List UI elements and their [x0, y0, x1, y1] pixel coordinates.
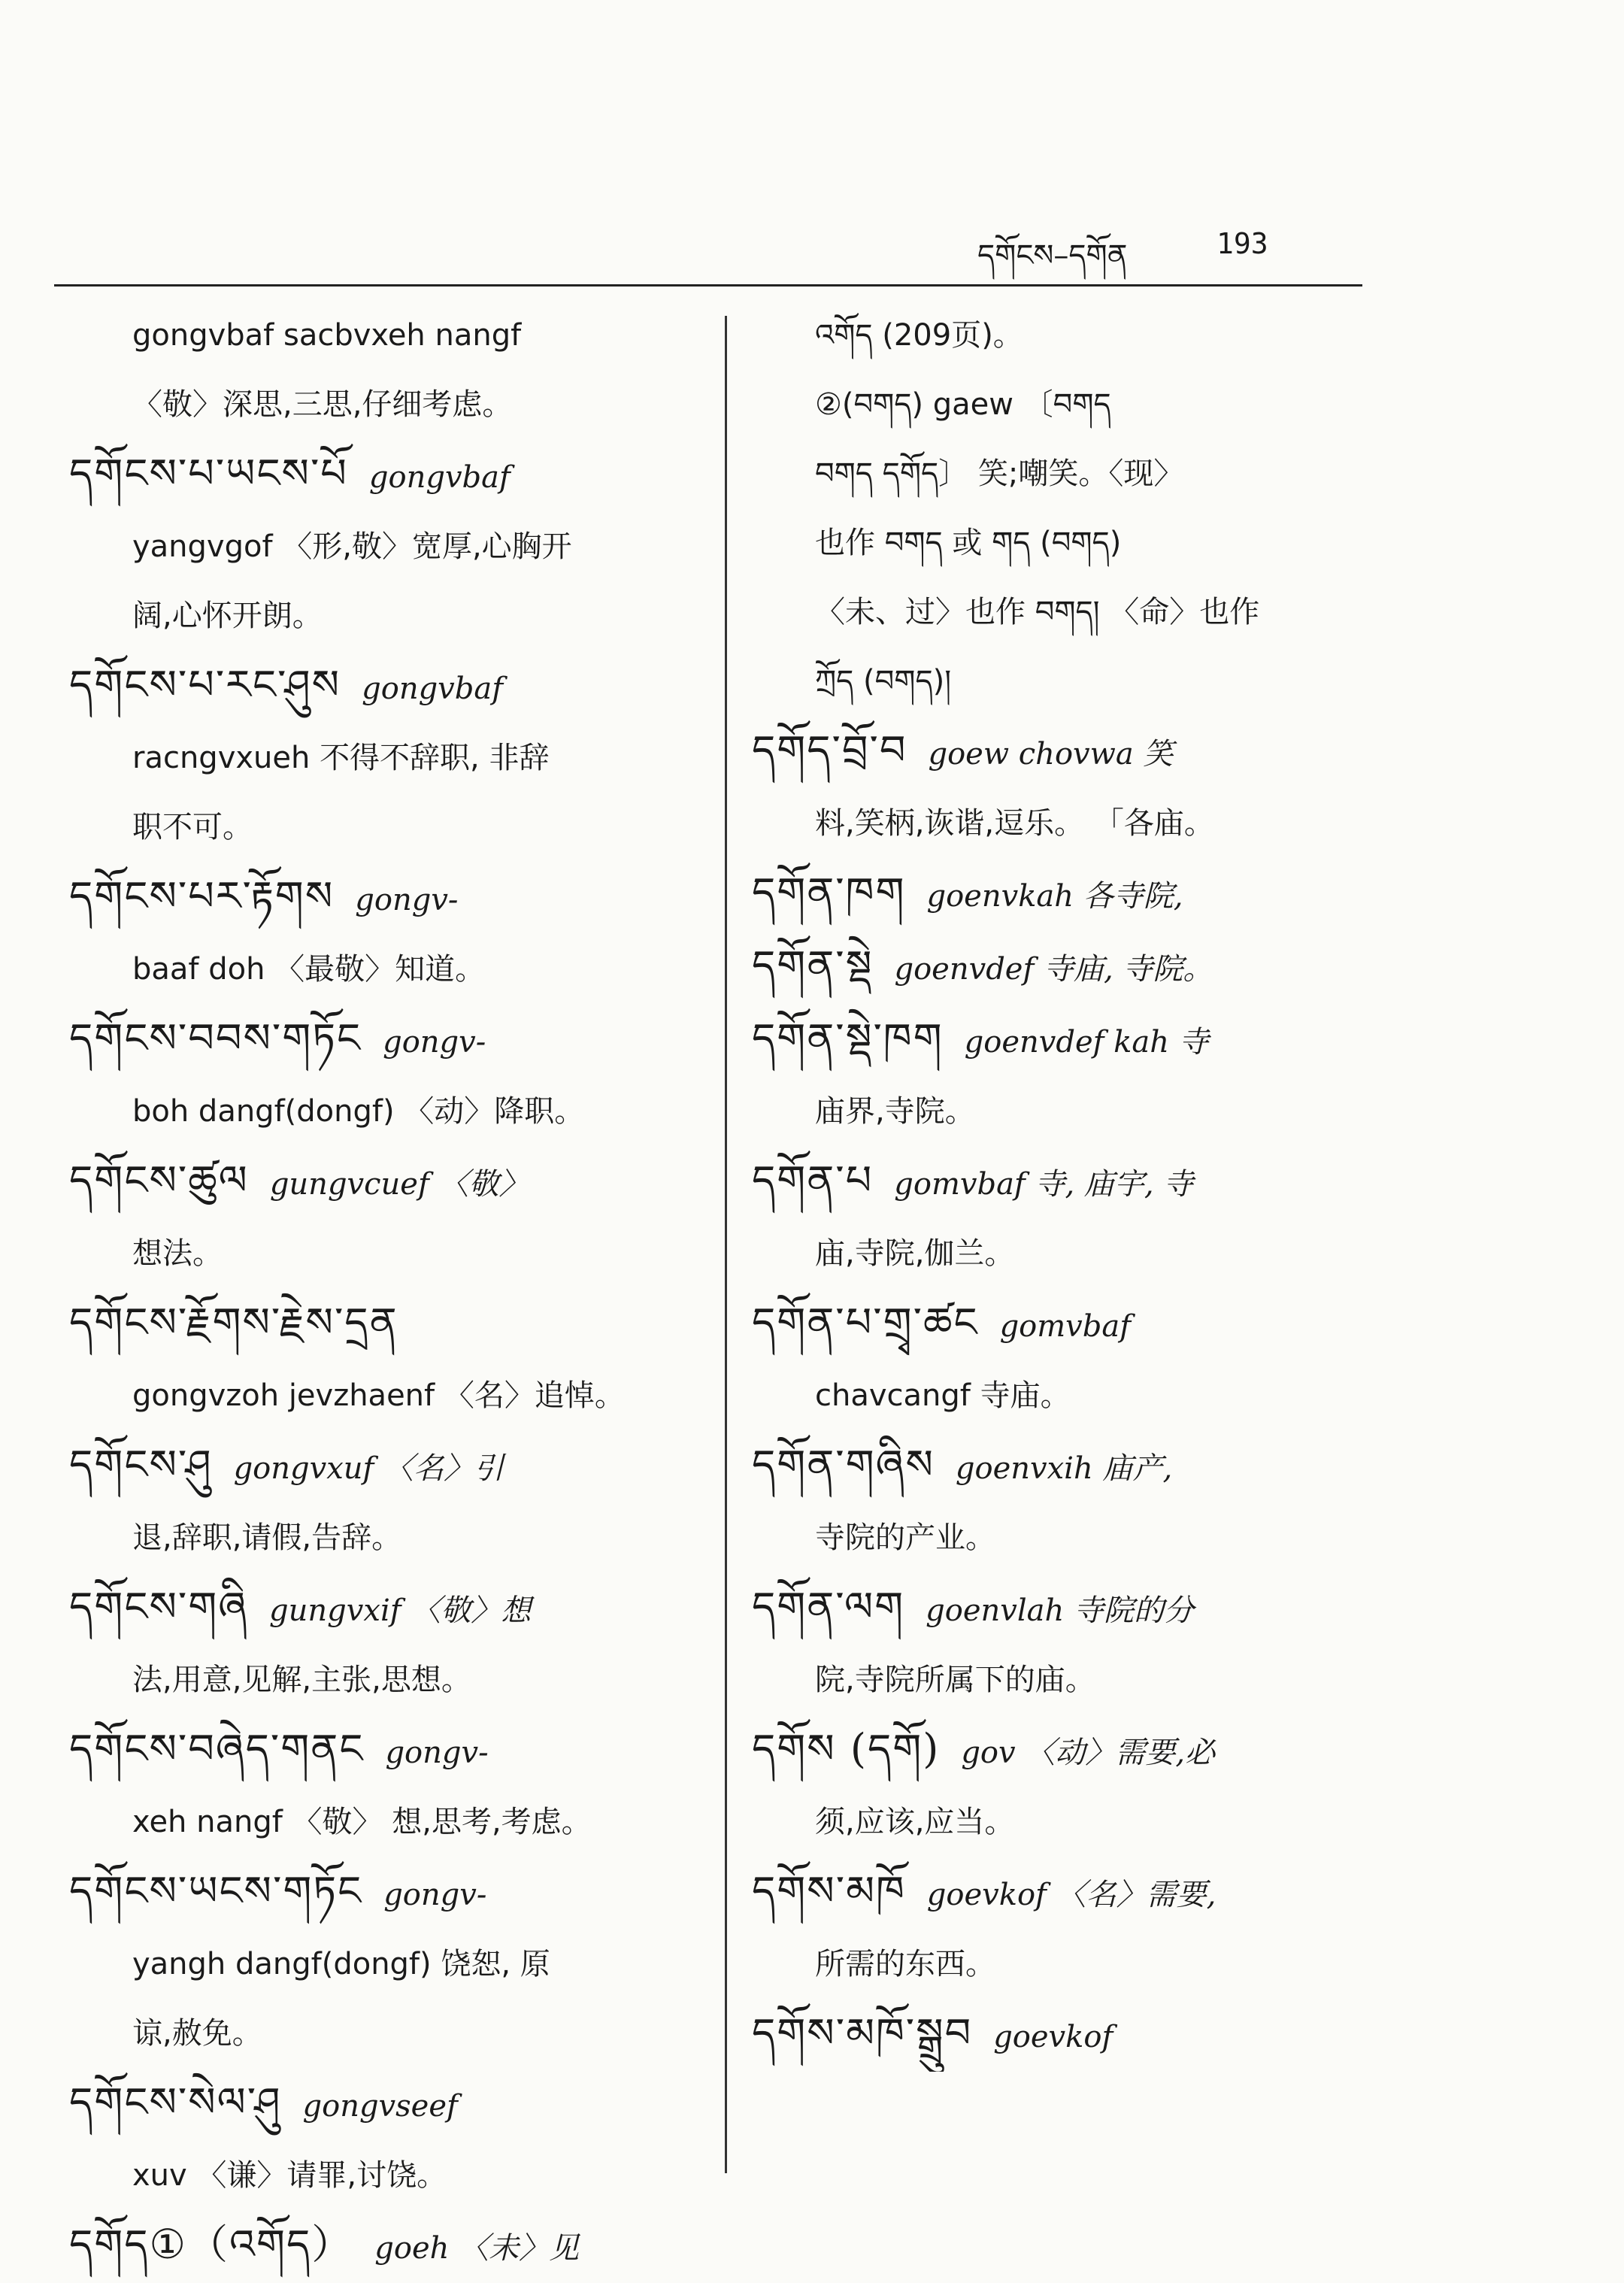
entry-headline [69, 1715, 708, 1787]
entry-definition-line: gongvzoh jevzhaenf 〈名〉追悼。 [132, 1378, 625, 1413]
entry-headword: དགོན་ཁག [752, 869, 906, 916]
entry-headword: དགོན་སྡེ [752, 941, 874, 989]
entry-definition-line: 所需的东西。 [815, 1947, 995, 1981]
right-column [752, 301, 1398, 2072]
entry-romanization: gomvbaf [999, 1309, 1132, 1344]
entry-headline [752, 1715, 1398, 1787]
entry-headline [69, 2068, 708, 2141]
entry-romanization: goew chovwa 笑 [928, 737, 1174, 772]
entry-headword: དགོས (དགོ) [752, 1725, 941, 1772]
entry-headline [69, 1004, 708, 1077]
entry-headword: དགོན་གཞིས [752, 1441, 935, 1488]
entry-headline [752, 1572, 1398, 1645]
dictionary-entry [69, 2210, 708, 2283]
entry-romanization: goevkof 〈名〉需要, [926, 1878, 1216, 1912]
entry-definition-line: baaf doh 〈最敬〉知道。 [132, 952, 486, 987]
entry-romanization: goeh 〈未〉见 [374, 2231, 580, 2266]
entry-headword: དགོས་མཁོ་སྒྲུབ [752, 2009, 973, 2057]
entry-romanization: goenvdef 寺庙, 寺院。 [894, 952, 1213, 987]
entry-definition-line: 法,用意,见解,主张,思想。 [132, 1663, 471, 1697]
entry-headword: དགོངས་པ་ཡངས་པོ [69, 450, 348, 497]
entry-headword: དགོངས་རྗོགས་རྗེས་དྲན [69, 1299, 398, 1346]
running-head-tibetan: དགོངས–དགོན [977, 238, 1128, 273]
entry-definition-line: 须,应该,应当。 [815, 1805, 1015, 1839]
entry-definition-line: xeh nangf 〈敬〉 想,思考,考虑。 [132, 1805, 592, 1839]
entry-definition-line: ཀྲོད (བགད)། [815, 664, 952, 699]
entry-headword: དགོངས་པར་རྟོགས [69, 872, 335, 920]
dictionary-entry [752, 1715, 1398, 1857]
entry-headword: དགོན་ལག [752, 1583, 905, 1630]
dictionary-entry [752, 301, 1398, 716]
entry-romanization: goenvlah 寺院的分 [926, 1593, 1195, 1628]
entry-headword: དགོན་པ [752, 1157, 874, 1204]
entry-definition-line: 退,辞职,请假,告辞。 [132, 1520, 402, 1555]
entry-headline [69, 1430, 708, 1503]
dictionary-entry [69, 1430, 708, 1572]
entry-definition-line: boh dangf(dongf) 〈动〉降职。 [132, 1094, 585, 1129]
entry-headword: དགོངས་སེལ་ཤུ [69, 2078, 282, 2126]
entry-headword: དགོས་མཁོ [752, 1867, 906, 1915]
page-number: 193 [1216, 227, 1268, 260]
entry-romanization: goenvxih 庙产, [955, 1451, 1173, 1486]
entry-definition-line: 院,寺院所属下的庙。 [815, 1663, 1095, 1697]
entry-headline [69, 2210, 708, 2283]
dictionary-entry [69, 1004, 708, 1146]
entry-definition-line: བགད དགོད〕 笑;嘲笑。〈现〉 [815, 456, 1184, 491]
entry-definition-line: 庙,寺院,伽兰。 [815, 1236, 1015, 1271]
entry-definition-line: 〈敬〉深思,三思,仔细考虑。 [132, 387, 513, 422]
entry-headline [69, 1146, 708, 1219]
entry-romanization: gongvbaf [362, 672, 504, 706]
dictionary-entry [752, 1430, 1398, 1572]
entry-headline [752, 1004, 1398, 1077]
entry-definition-line: 也作 བགད 或 གད (བགད) [815, 526, 1122, 560]
entry-headword: དགོན་སྡེ་ཁག [752, 1014, 944, 1062]
dictionary-entry [752, 1004, 1398, 1146]
entry-headword: དགོངས་ཚུལ [69, 1157, 249, 1204]
entry-romanization: gongv- [383, 1025, 486, 1060]
entry-romanization: gongvxuf 〈名〉引 [233, 1451, 504, 1486]
entry-headword: དགོངས་བཞེད་གནང [69, 1725, 365, 1772]
entry-headline [752, 1288, 1398, 1361]
entry-romanization: gov 〈动〉需要,必 [961, 1736, 1216, 1770]
entry-definition-line: yangvgof 〈形,敬〉宽厚,心胸开 [132, 529, 572, 564]
entry-romanization: goenvdef kah 寺 [964, 1025, 1209, 1060]
entry-headword: དགོན་པ་གྲྭ་ཚང [752, 1299, 979, 1346]
entry-romanization: gungvcuef 〈敬〉 [269, 1167, 529, 1202]
dictionary-entry [69, 2068, 708, 2210]
dictionary-entry [752, 858, 1398, 931]
entry-headline [752, 931, 1398, 1004]
dictionary-entry [69, 1146, 708, 1288]
entry-definition-line: 阔,心怀开朗。 [132, 599, 323, 633]
entry-definition-line: gongvbaf sacbvxeh nangf [132, 318, 522, 353]
entry-headline [69, 1572, 708, 1645]
entry-definition-line: 谅,赦免。 [132, 2016, 262, 2051]
entry-definition-line: racngvxueh 不得不辞职, 非辞 [132, 741, 550, 775]
left-column [69, 301, 708, 2283]
entry-definition-line: xuv 〈谦〉请罪,讨饶。 [132, 2158, 447, 2193]
dictionary-entry [69, 1857, 708, 2068]
dictionary-entry [752, 716, 1398, 858]
header-rule [54, 284, 1362, 287]
dictionary-entry [69, 1572, 708, 1715]
entry-definition-line: 庙界,寺院。 [815, 1094, 975, 1129]
dictionary-entry [752, 1146, 1398, 1288]
dictionary-entry [752, 1857, 1398, 1999]
entry-headline [752, 1999, 1398, 2072]
dictionary-entry [69, 301, 708, 439]
entry-romanization: gongvseef [302, 2089, 458, 2124]
entry-definition-line: འགོད (209页)。 [815, 318, 1023, 353]
entry-definition-line: 职不可。 [132, 810, 253, 844]
entry-headline [752, 716, 1398, 789]
column-divider [725, 316, 727, 2173]
entry-romanization: gongvbaf [368, 460, 511, 495]
entry-headline [752, 1857, 1398, 1930]
entry-headword: དགོངས་བབས་གཏོང [69, 1014, 362, 1062]
dictionary-entry [752, 1999, 1398, 2072]
entry-definition-line: ②(བགད) gaew 〔བགད [815, 387, 1111, 422]
entry-headword: དགོངས་ཤུ [69, 1441, 213, 1488]
entry-romanization: gongv- [355, 883, 459, 917]
entry-headword: དགོངས་པ་རང་ཤུས [69, 661, 341, 708]
entry-headword: དགོངས་ཡངས་གཏོང [69, 1867, 363, 1915]
entry-definition-line: 料,笑柄,诙谐,逗乐。 「各庙。 [815, 806, 1214, 841]
entry-romanization: gungvxif 〈敬〉想 [269, 1593, 532, 1628]
dictionary-entry [69, 1288, 708, 1430]
entry-definition-line: chavcangf 寺庙。 [815, 1378, 1071, 1413]
dictionary-entry [752, 1572, 1398, 1715]
entry-headline [752, 1430, 1398, 1503]
entry-definition-line: 想法。 [132, 1236, 223, 1271]
dictionary-entry [69, 650, 708, 862]
entry-definition-line: 〈未、过〉也作 བགད། 〈命〉也作 [815, 595, 1260, 629]
entry-headline [69, 862, 708, 935]
entry-headword: དགོད①（འགོད） [69, 2221, 354, 2268]
entry-headline [752, 1146, 1398, 1219]
entry-definition-line: yangh dangf(dongf) 饶恕, 原 [132, 1947, 550, 1981]
entry-romanization: gongv- [383, 1878, 487, 1912]
entry-romanization: goevkof [993, 2020, 1113, 2054]
entry-headline [69, 439, 708, 512]
dictionary-entry [752, 931, 1398, 1004]
entry-headline [69, 650, 708, 723]
entry-headword: དགོད་བྲོ་བ [752, 726, 907, 774]
dictionary-entry [69, 1715, 708, 1857]
entry-headline [69, 1857, 708, 1930]
dictionary-entry [752, 1288, 1398, 1430]
dictionary-entry [69, 862, 708, 1004]
entry-romanization: goenvkah 各寺院, [926, 879, 1183, 914]
entry-headword: དགོངས་གཞི [69, 1583, 249, 1630]
dictionary-entry [69, 439, 708, 650]
entry-headline [69, 1288, 708, 1361]
entry-romanization: gongv- [385, 1736, 489, 1770]
entry-romanization: gomvbaf 寺, 庙宇, 寺 [894, 1167, 1194, 1202]
entry-definition-line: 寺院的产业。 [815, 1520, 995, 1555]
entry-headline [752, 858, 1398, 931]
